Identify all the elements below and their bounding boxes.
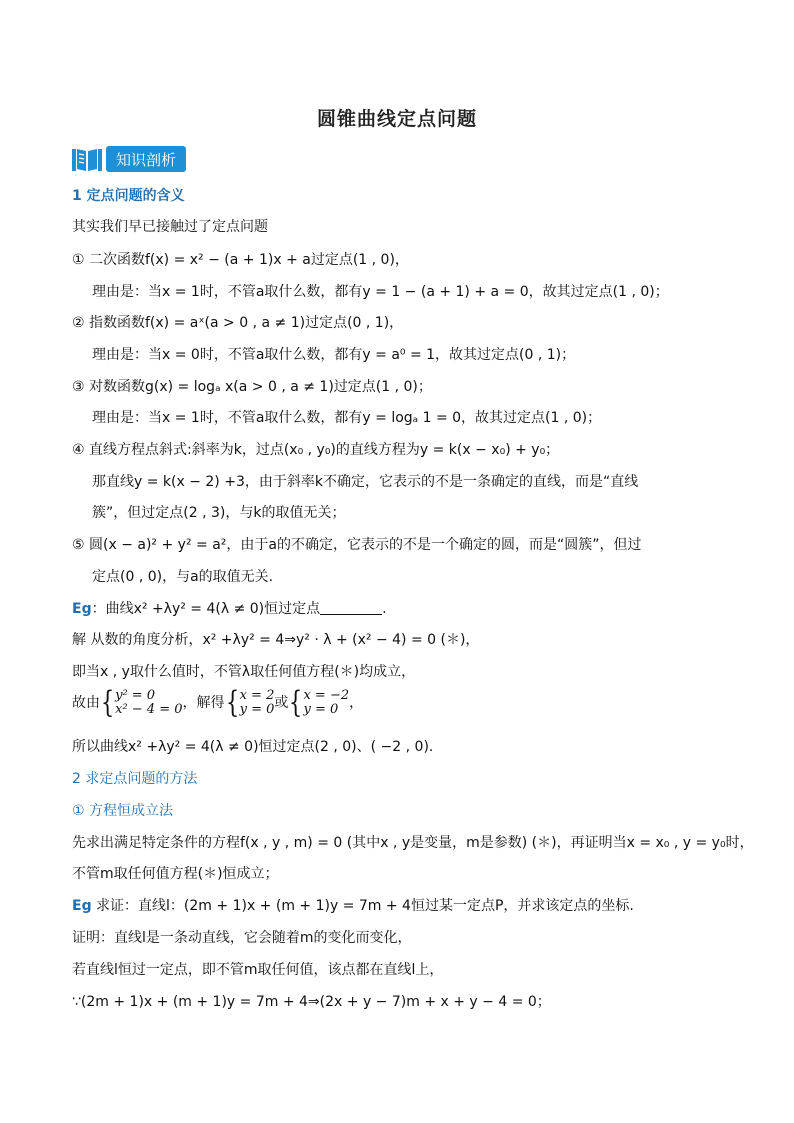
proof-line-2: 若直线l恒过一定点，即不管m取任何值，该点都在直线l上， (72, 962, 444, 978)
example-3-line: ③ 对数函数g(x) = logₐ x(a > 0 , a ≠ 1)过定点(1 , 0)； (72, 379, 432, 395)
equation-system-2 (240, 689, 275, 717)
system-2-eq-1: x = 2 (239, 688, 275, 703)
page-title: 圆锥曲线定点问题 (316, 108, 477, 130)
left-brace: { (289, 685, 303, 720)
section-heading-2: 2 求定点问题的方法 (72, 771, 198, 787)
system-3-eq-2: y = 0 (303, 702, 339, 717)
solution-line-1: 解 从数的角度分析，x² +λy² = 4⇒y² · λ + (x² − 4) = 0 (＊)， (72, 632, 480, 648)
example-1-reason: 理由是：当x = 1时，不管a取什么数，都有y = 1 − (a + 1) + a = 0，故其过定点(1 , 0)； (92, 284, 669, 300)
solution-line-3 (72, 685, 364, 720)
example-2-line: ② 指数函数f(x) = aˣ(a > 0 , a ≠ 1)过定点(0 , 1)， (72, 315, 404, 331)
solution-line-2: 即当x , y取什么值时，不管λ取任何值方程(＊)均成立， (72, 664, 416, 680)
eg-label: Eg (72, 898, 92, 914)
solution-line-4: 所以曲线x² +λy² = 4(λ ≠ 0)恒过定点(2 , 0)、( −2 , 0). (72, 739, 434, 755)
eg1-text: ：曲线x² +λy² = 4(λ ≠ 0)恒过定点 (91, 601, 321, 617)
banner-label-box (106, 146, 186, 172)
system-1-eq-2: x² − 4 = 0 (115, 702, 183, 717)
method-1-line-1: 先求出满足特定条件的方程f(x , y , m) = 0 (其中x , y是变量，m是参数) (＊)，再证明当x = x₀ , y = y₀时， (72, 835, 754, 851)
eg2-line (72, 896, 634, 916)
example-4-reason-cont: 簇”，但过定点(2 , 3)，与k的取值无关； (92, 505, 346, 521)
proof-line-1: 证明：直线l是一条动直线，它会随着m的变化而变化， (72, 930, 412, 946)
solution-3-end: ， (349, 695, 364, 711)
example-1-line: ① 二次函数f(x) = x² − (a + 1)x + a过定点(1 , 0)， (72, 252, 409, 268)
system-2-eq-2: y = 0 (239, 702, 275, 717)
solution-3-prefix: 故由 (72, 695, 100, 711)
section-heading-1: 1 定点问题的含义 (72, 188, 185, 204)
equation-system-1 (115, 689, 182, 717)
equation-system-3 (303, 689, 349, 717)
system-3-eq-1: x = −2 (303, 688, 350, 703)
method-1-heading: ① 方程恒成立法 (72, 803, 174, 819)
section-banner (72, 143, 186, 175)
example-4-line: ④ 直线方程点斜式:斜率为k，过点(x₀ , y₀)的直线方程为y = k(x − x₀) + y₀； (72, 442, 560, 458)
example-4-reason: 那直线y = k(x − 2) +3，由于斜率k不确定，它表示的不是一条确定的直线，而是“直线 (92, 474, 639, 490)
intro-line: 其实我们早已接触过了定点问题 (72, 219, 268, 235)
system-1-eq-1: y² = 0 (115, 688, 156, 703)
eg-label: Eg (72, 601, 92, 617)
example-2-reason: 理由是：当x = 0时，不管a取什么数，都有y = a⁰ = 1，故其过定点(0 , 1)； (92, 347, 576, 363)
eg1-line: Eg：曲线x² +λy² = 4(λ ≠ 0)恒过定点 . (72, 601, 387, 617)
answer-blank (320, 600, 382, 615)
open-book-icon (72, 145, 102, 173)
eg2-text: 求证：直线l：(2m + 1)x + (m + 1)y = 7m + 4恒过某一定点P，并求该定点的坐标. (91, 898, 634, 914)
left-brace: { (225, 685, 239, 720)
banner-label: 知识剖析 (116, 150, 177, 169)
example-5-line: ⑤ 圆(x − a)² + y² = a²，由于a的不确定，它表示的不是一个确定的圆，而是“圆簇”，但过 (72, 537, 642, 553)
left-brace: { (100, 685, 115, 720)
method-1-line-2: 不管m取任何值方程(＊)恒成立； (72, 866, 279, 882)
example-5-reason: 定点(0 , 0)，与a的取值无关. (92, 569, 274, 585)
proof-line-3: ∵(2m + 1)x + (m + 1)y = 7m + 4⇒(2x + y − 7)m + x + y − 4 = 0； (72, 994, 551, 1010)
solution-3-mid: ，解得 (182, 695, 225, 711)
solution-3-or: 或 (274, 695, 289, 711)
example-3-reason: 理由是：当x = 1时，不管a取什么数，都有y = logₐ 1 = 0，故其过定点(1 , 0)； (92, 410, 602, 426)
